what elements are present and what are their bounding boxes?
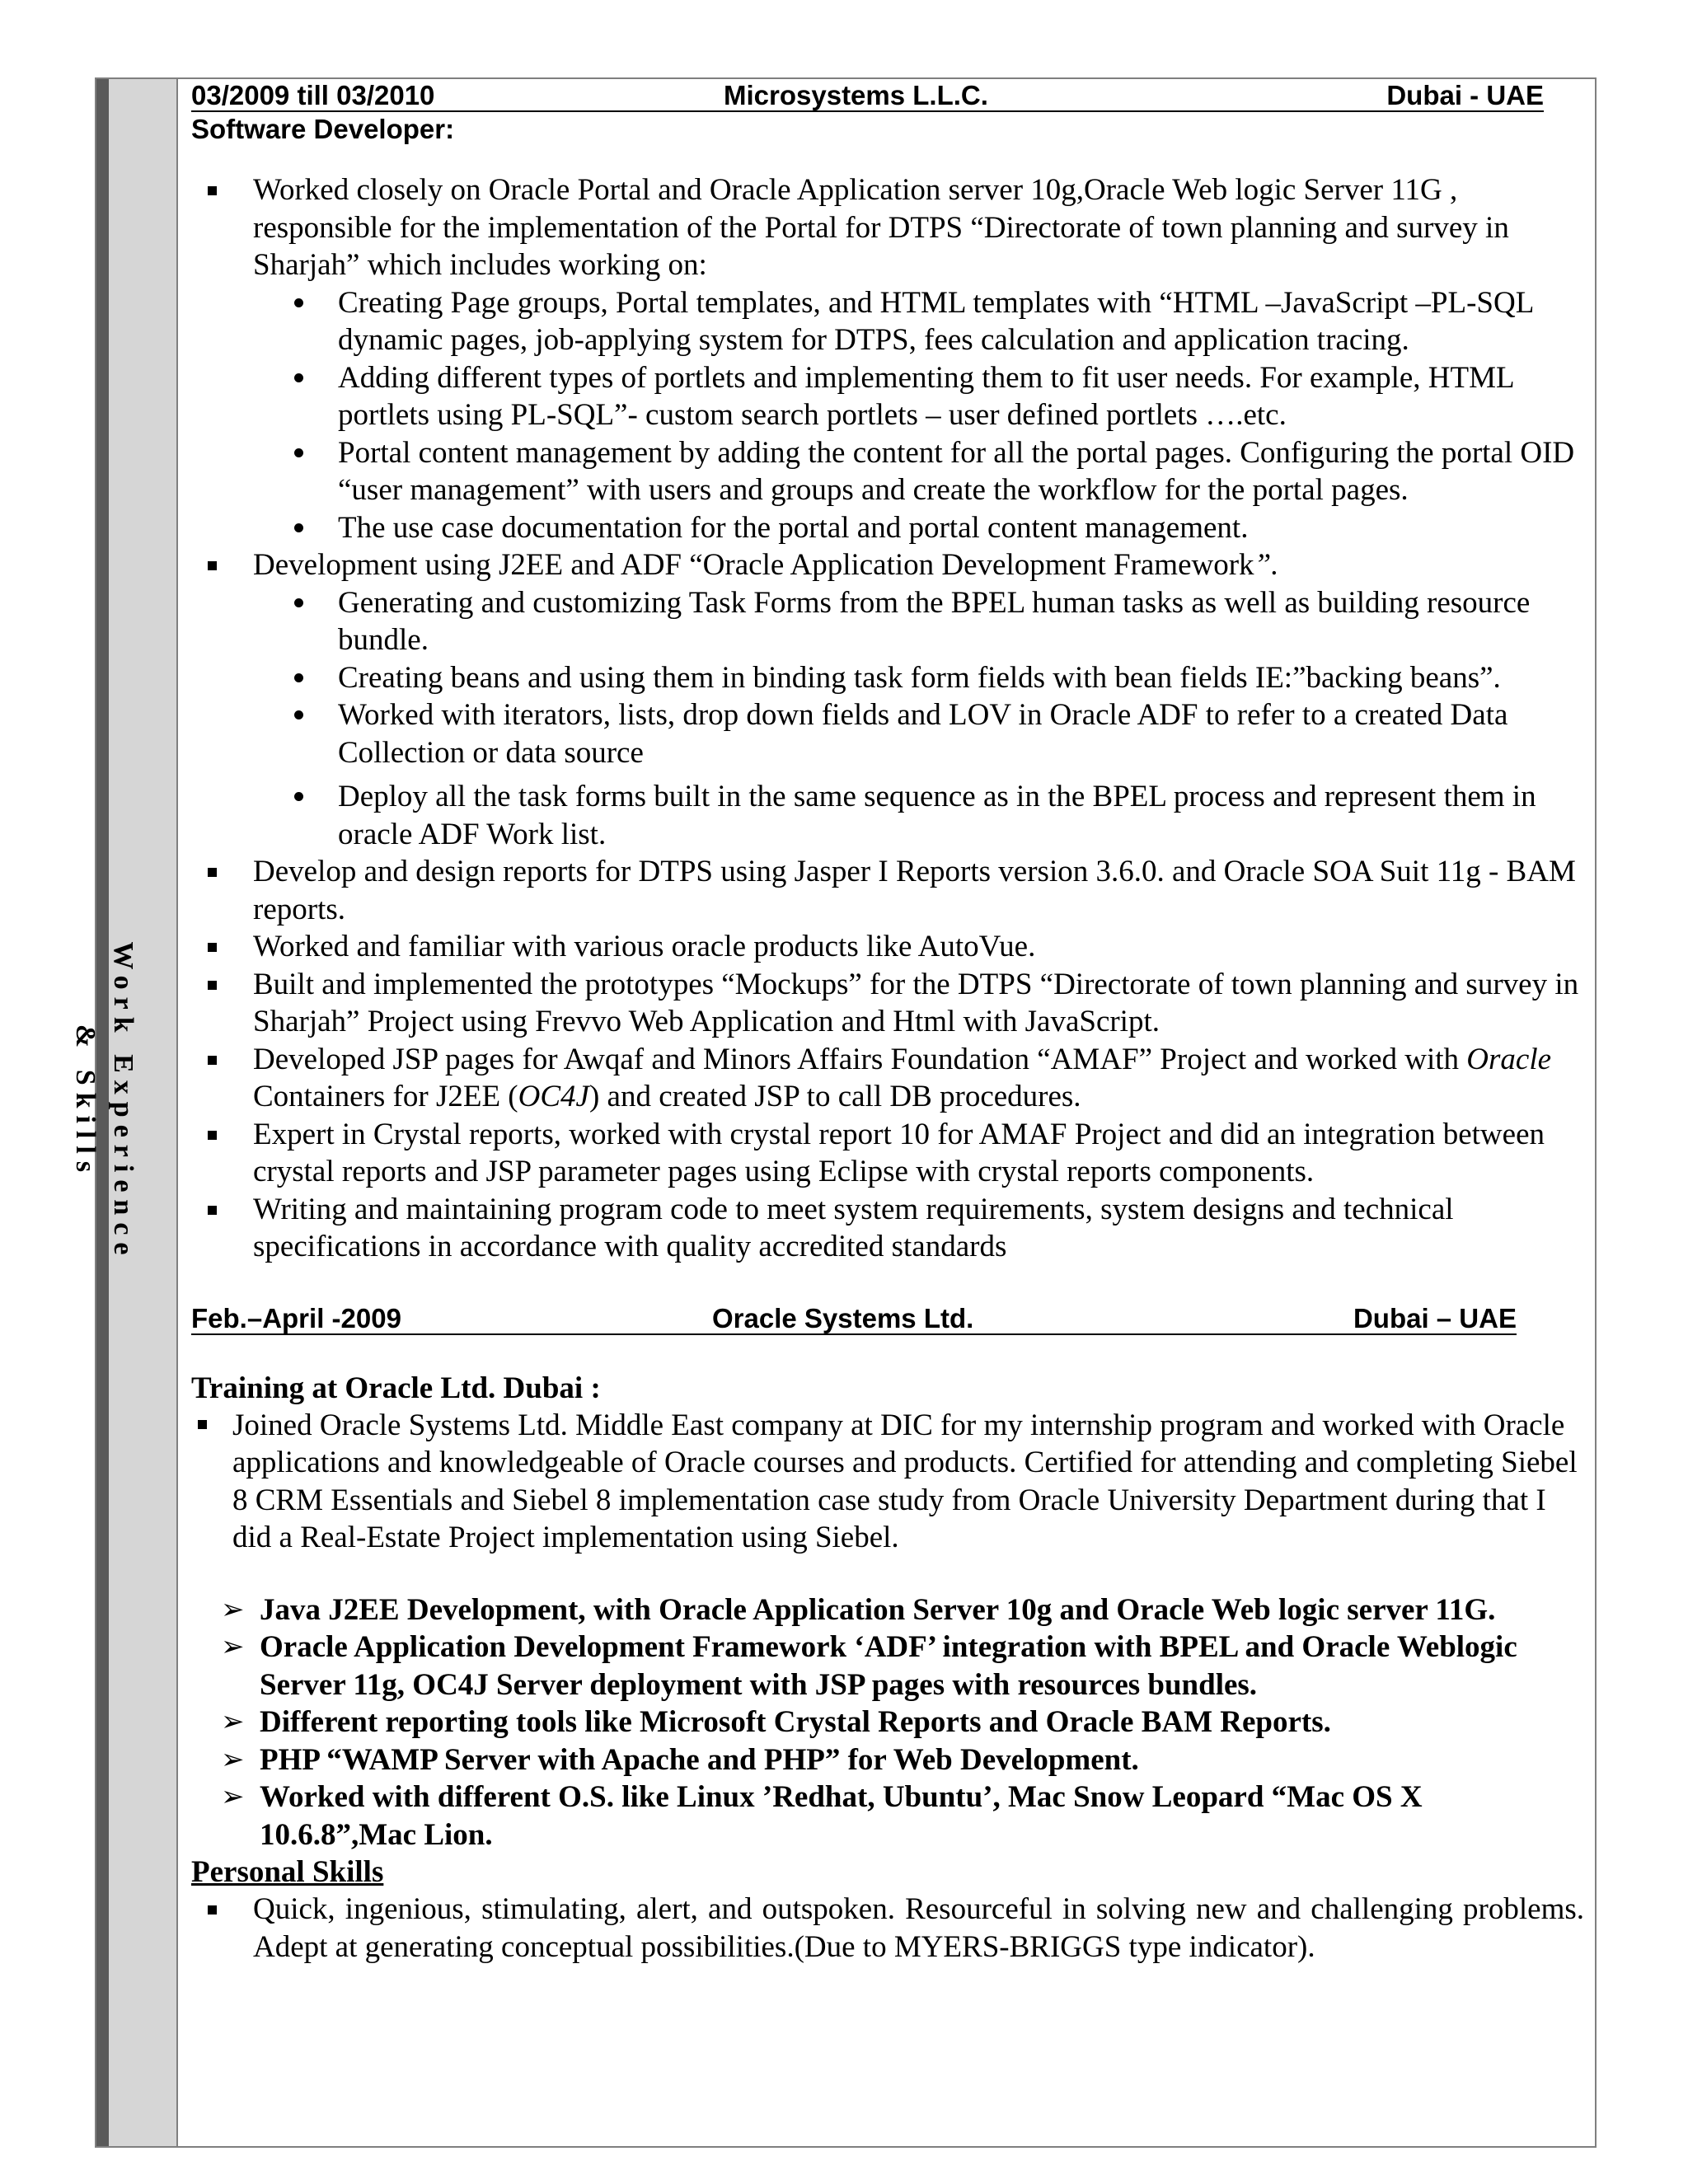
list-item: Worked with iterators, lists, drop down fields and LOV in Oracle ADF to refer to a created Data Collection or data source bbox=[191, 696, 1584, 771]
sidebar-label-line2: & Skills bbox=[70, 1024, 101, 1180]
job2-header bbox=[191, 1302, 1517, 1335]
list-item: Creating Page groups, Portal templates, and HTML templates with “HTML –JavaScript –PL-SQL dynamic pages, job-applying system for DTPS, fees calculation and application tracing. bbox=[191, 284, 1584, 359]
job1-company: Microsystems L.L.C. bbox=[724, 80, 988, 110]
job1-role: Software Developer: bbox=[191, 114, 455, 144]
list-item: Expert in Crystal reports, worked with crystal report 10 for AMAF Project and did an integration between crystal reports and JSP parameter pages using Eclipse with crystal reports components. bbox=[191, 1116, 1584, 1191]
list-item: ➢ PHP “WAMP Server with Apache and PHP” for Web Development. bbox=[191, 1741, 1584, 1779]
list-item: Joined Oracle Systems Ltd. Middle East company at DIC for my internship program and worked with Oracle applications and knowledgeable of Oracle courses and products. Certified for attending and completing Siebel 8 CRM Essentials and Siebel 8 implementation case study from Oracle University Department during that I did a Real-Estate Project implementation using Siebel. bbox=[191, 1407, 1584, 1557]
job1-bullets bbox=[191, 171, 1584, 1266]
list-item: Creating beans and using them in binding task form fields with bean fields IE:”backing beans”. bbox=[191, 659, 1584, 697]
list-item: The use case documentation for the portal and portal content management. bbox=[191, 509, 1584, 547]
list-item: Worked closely on Oracle Portal and Oracle Application server 10g,Oracle Web logic Server 11G , responsible for the implementation of the Portal for DTPS “Directorate of town planning and survey in Sharjah” which includes working on: Creating Page groups, Portal templates, and HTML templates with “HTML –JavaScript –PL-SQL dynamic pages, job-applying system for DTPS, fees calculation and application tracing. Adding different types of portlets and implementing them to fit user needs. For example, HTML portlets using PL-SQL”- custom search portlets – user defined portlets ….etc. Portal content management by adding the content for all the portal pages. Configuring the portal OID “user management” with users and groups and create the workflow for the portal pages. The use case documentation for the portal and portal content management. bbox=[191, 171, 1584, 546]
job2-bullets bbox=[191, 1407, 1584, 1557]
job1-dates: 03/2009 till 03/2010 bbox=[191, 80, 435, 110]
list-item: Generating and customizing Task Forms from the BPEL human tasks as well as building resource bundle. bbox=[191, 584, 1584, 659]
list-item: Develop and design reports for DTPS using Jasper I Reports version 3.6.0. and Oracle SOA Suit 11g - BAM reports. bbox=[191, 853, 1584, 928]
list-item: Development using J2EE and ADF “Oracle Application Development Framework”. Generating and customizing Task Forms from the BPEL human tasks as well as building resource bundle. Creating beans and using them in binding task form fields with bean fields IE:”backing beans”. Worked with iterators, lists, drop down fields and LOV in Oracle ADF to refer to a created Data Collection or data source Deploy all the task forms built in the same sequence as in the BPEL process and represent them in oracle ADF Work list. bbox=[191, 546, 1584, 853]
list-item: ➢ Oracle Application Development Framework ‘ADF’ integration with BPEL and Oracle Weblogic Server 11g, OC4J Server deployment with JSP pages with resources bundles. bbox=[191, 1629, 1584, 1704]
list-item: Built and implemented the prototypes “Mockups” for the DTPS “Directorate of town planning and survey in Sharjah” Project using Frevvo Web Application and Html with JavaScript. bbox=[191, 966, 1584, 1041]
list-item: Portal content management by adding the content for all the portal pages. Configuring the portal OID “user management” with users and groups and create the workflow for the portal pages. bbox=[191, 434, 1584, 509]
list-item: ➢ Java J2EE Development, with Oracle Application Server 10g and Oracle Web logic server 11G. bbox=[191, 1591, 1584, 1629]
job1-location: Dubai - UAE bbox=[1386, 80, 1544, 110]
personal-skills-heading: Personal Skills bbox=[191, 1855, 384, 1889]
list-item: Adding different types of portlets and implementing them to fit user needs. For example, HTML portlets using PL-SQL”- custom search portlets – user defined portlets ….etc. bbox=[191, 359, 1584, 434]
job2-location: Dubai – UAE bbox=[1353, 1302, 1517, 1333]
job1-bullet1-subs bbox=[191, 284, 1584, 547]
sidebar-label-line1: Work Experience bbox=[108, 941, 138, 1263]
list-item: Deploy all the task forms built in the same sequence as in the BPEL process and represent them in oracle ADF Work list. bbox=[191, 778, 1584, 853]
list-item: Worked and familiar with various oracle products like AutoVue. bbox=[191, 928, 1584, 966]
job1-header bbox=[191, 79, 1544, 112]
job2-company: Oracle Systems Ltd. bbox=[712, 1302, 974, 1333]
list-item: ➢ Different reporting tools like Microsoft Crystal Reports and Oracle BAM Reports. bbox=[191, 1704, 1584, 1741]
list-item: ➢ Worked with different O.S. like Linux ’Redhat, Ubuntu’, Mac Snow Leopard “Mac OS X 10.6.8”,Mac Lion. bbox=[191, 1779, 1584, 1854]
list-item: Writing and maintaining program code to meet system requirements, system designs and technical specifications in accordance with quality accredited standards bbox=[191, 1191, 1584, 1266]
resume-content bbox=[191, 79, 1584, 1966]
job2-dates: Feb.–April -2009 bbox=[191, 1302, 401, 1333]
job1-bullet2-subs bbox=[191, 584, 1584, 854]
list-item: Quick, ingenious, stimulating, alert, and outspoken. Resourceful in solving new and challenging problems. Adept at generating conceptual possibilities.(Due to MYERS-BRIGGS type indicator). bbox=[191, 1891, 1584, 1966]
personal-skills-list bbox=[191, 1891, 1584, 1966]
job2-role: Training at Oracle Ltd. Dubai : bbox=[191, 1371, 601, 1405]
skills-list bbox=[191, 1591, 1584, 1854]
list-item: Developed JSP pages for Awqaf and Minors Affairs Foundation “AMAF” Project and worked with Oracle Containers for J2EE (OC4J) and created JSP to call DB procedures. bbox=[191, 1041, 1584, 1116]
sidebar-label bbox=[66, 929, 142, 1275]
